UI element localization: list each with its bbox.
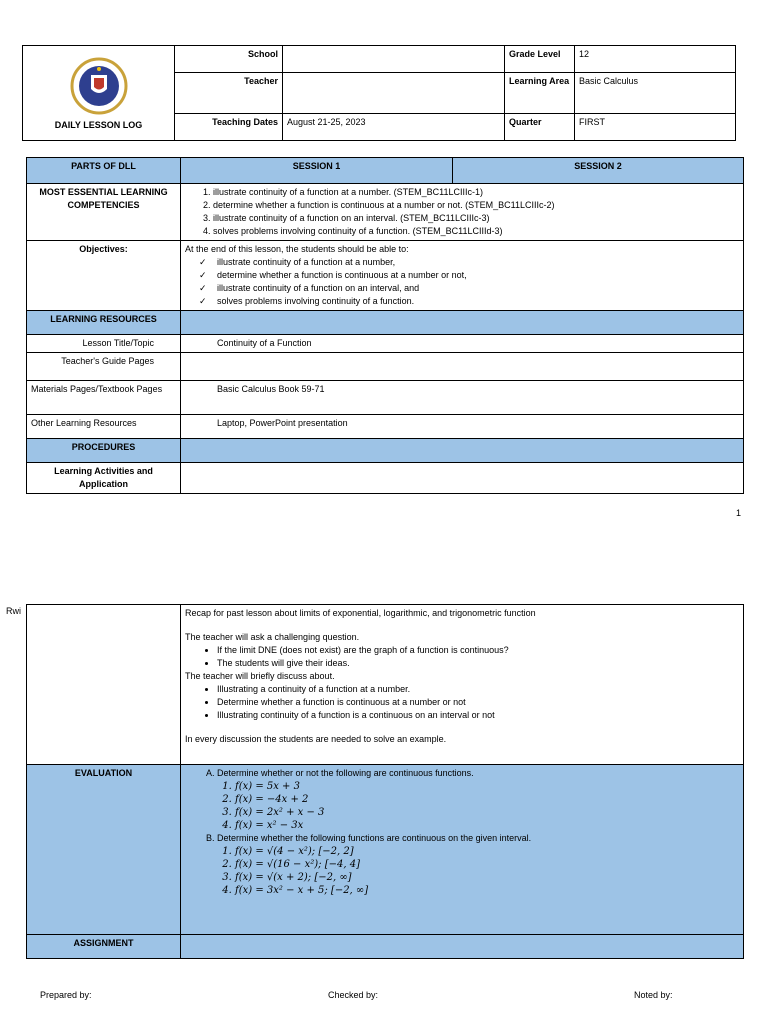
list-item: • Illustrating continuity of a function is a continuous on an interval or not: [217, 709, 739, 722]
topic-label: Lesson Title/Topic: [27, 335, 181, 353]
materials-label: Materials Pages/Textbook Pages: [27, 381, 181, 415]
dll-table-continued: [26, 604, 744, 959]
topic-value: Continuity of a Function: [181, 335, 744, 353]
prepared-by: Prepared by:: [40, 990, 92, 1000]
checked-by: Checked by:: [328, 990, 379, 1000]
quarter-value: FIRST: [575, 114, 736, 141]
school-label: School: [175, 46, 283, 73]
list-item: 4. f(x) = 3x² − x + 5; [−2, ∞]: [235, 884, 739, 897]
area-label: Learning Area: [505, 73, 575, 114]
procedures-label: PROCEDURES: [27, 439, 181, 463]
objectives-cell: [181, 241, 744, 311]
objectives-label: Objectives:: [27, 241, 181, 311]
melc-label: MOST ESSENTIAL LEARNING COMPETENCIES: [27, 184, 181, 241]
eval-b-text: Determine whether the following functions are continuous on the given interval.: [217, 833, 532, 843]
list-item: [217, 767, 739, 832]
activities-content: [181, 605, 744, 765]
list-item: 2. f(x) = −4x + 2: [235, 793, 739, 806]
list-item: ✓ determine whether a function is continuous at a number or not,: [199, 269, 739, 282]
challenge-text: The teacher will ask a challenging question.: [185, 632, 360, 642]
list-item: 3. f(x) = 2x² + x − 3: [235, 806, 739, 819]
assignment-cell: [181, 935, 744, 959]
list-item: ✓ illustrate continuity of a function at a number,: [199, 256, 739, 269]
logo-cell: [23, 46, 175, 141]
list-item: 1. f(x) = √(4 − x²); [−2, 2]: [235, 845, 739, 858]
evaluation-label: EVALUATION: [27, 765, 181, 935]
eval-a-text: Determine whether or not the following are continuous functions.: [217, 768, 474, 778]
list-item: 3. f(x) = √(x + 2); [−2, ∞]: [235, 871, 739, 884]
side-text: Rwi: [6, 606, 21, 616]
evaluation-content: [181, 765, 744, 935]
header-table: [22, 45, 736, 141]
list-item: • Determine whether a function is continuous at a number or not: [217, 696, 739, 709]
list-item: 1. f(x) = 5x + 3: [235, 780, 739, 793]
school-value: [283, 46, 505, 73]
assignment-label: ASSIGNMENT: [27, 935, 181, 959]
challenge-list: [185, 644, 739, 670]
list-item: ✓ solves problems involving continuity of a function.: [199, 295, 739, 308]
learning-resources-label: LEARNING RESOURCES: [27, 311, 181, 335]
col-session1: SESSION 1: [181, 158, 453, 184]
discuss-list: [185, 683, 739, 722]
evaluation-sections: [185, 767, 739, 897]
recap-text: Recap for past lesson about limits of exponential, logarithmic, and trigonometric function: [185, 608, 536, 618]
activities-cell: [181, 463, 744, 494]
objectives-list: [185, 256, 739, 308]
noted-by: Noted by:: [634, 990, 673, 1000]
col-session2: SESSION 2: [453, 158, 744, 184]
other-value: Laptop, PowerPoint presentation: [181, 415, 744, 439]
discuss-text: The teacher will briefly discuss about.: [185, 671, 335, 681]
melc-cell: [181, 184, 744, 241]
every-discussion-text: In every discussion the students are needed to solve an example.: [185, 734, 447, 744]
procedures-cell: [181, 439, 744, 463]
deped-seal-icon: [67, 57, 131, 115]
list-item: 4. f(x) = x² − 3x: [235, 819, 739, 832]
tg-label: Teacher's Guide Pages: [27, 353, 181, 381]
eval-b-list: [217, 845, 739, 897]
page-number: 1: [736, 508, 742, 518]
list-item: 1. illustrate continuity of a function at a number. (STEM_BC11LCIIIc-1): [213, 186, 739, 199]
dll-table: [26, 157, 744, 494]
other-label: Other Learning Resources: [27, 415, 181, 439]
list-item: • If the limit DNE (does not exist) are the graph of a function is continuous?: [217, 644, 739, 657]
list-item: 2. determine whether a function is continuous at a number or not. (STEM_BC11LCIIIc-2): [213, 199, 739, 212]
objectives-intro: At the end of this lesson, the students should be able to:: [185, 244, 409, 254]
list-item: 3. illustrate continuity of a function on an interval. (STEM_BC11LCIIIc-3): [213, 212, 739, 225]
list-item: ✓ illustrate continuity of a function on an interval, and: [199, 282, 739, 295]
activities-continued-label: [27, 605, 181, 765]
col-parts: PARTS OF DLL: [27, 158, 181, 184]
list-item: [217, 832, 739, 897]
dates-label: Teaching Dates: [175, 114, 283, 141]
quarter-label: Quarter: [505, 114, 575, 141]
doc-title: DAILY LESSON LOG: [54, 119, 143, 130]
grade-label: Grade Level: [505, 46, 575, 73]
teacher-label: Teacher: [175, 73, 283, 114]
list-item: 2. f(x) = √(16 − x²); [−4, 4]: [235, 858, 739, 871]
grade-value: 12: [575, 46, 736, 73]
materials-value: Basic Calculus Book 59-71: [181, 381, 744, 415]
list-item: • Illustrating a continuity of a function at a number.: [217, 683, 739, 696]
melc-list: [185, 186, 739, 238]
teacher-value: [283, 73, 505, 114]
list-item: • The students will give their ideas.: [217, 657, 739, 670]
learning-resources-cell: [181, 311, 744, 335]
activities-label: Learning Activities and Application: [27, 463, 181, 494]
tg-value: [181, 353, 744, 381]
area-value: Basic Calculus: [575, 73, 736, 114]
dates-value: August 21-25, 2023: [283, 114, 505, 141]
eval-a-list: [217, 780, 739, 832]
list-item: 4. solves problems involving continuity of a function. (STEM_BC11LCIIId-3): [213, 225, 739, 238]
